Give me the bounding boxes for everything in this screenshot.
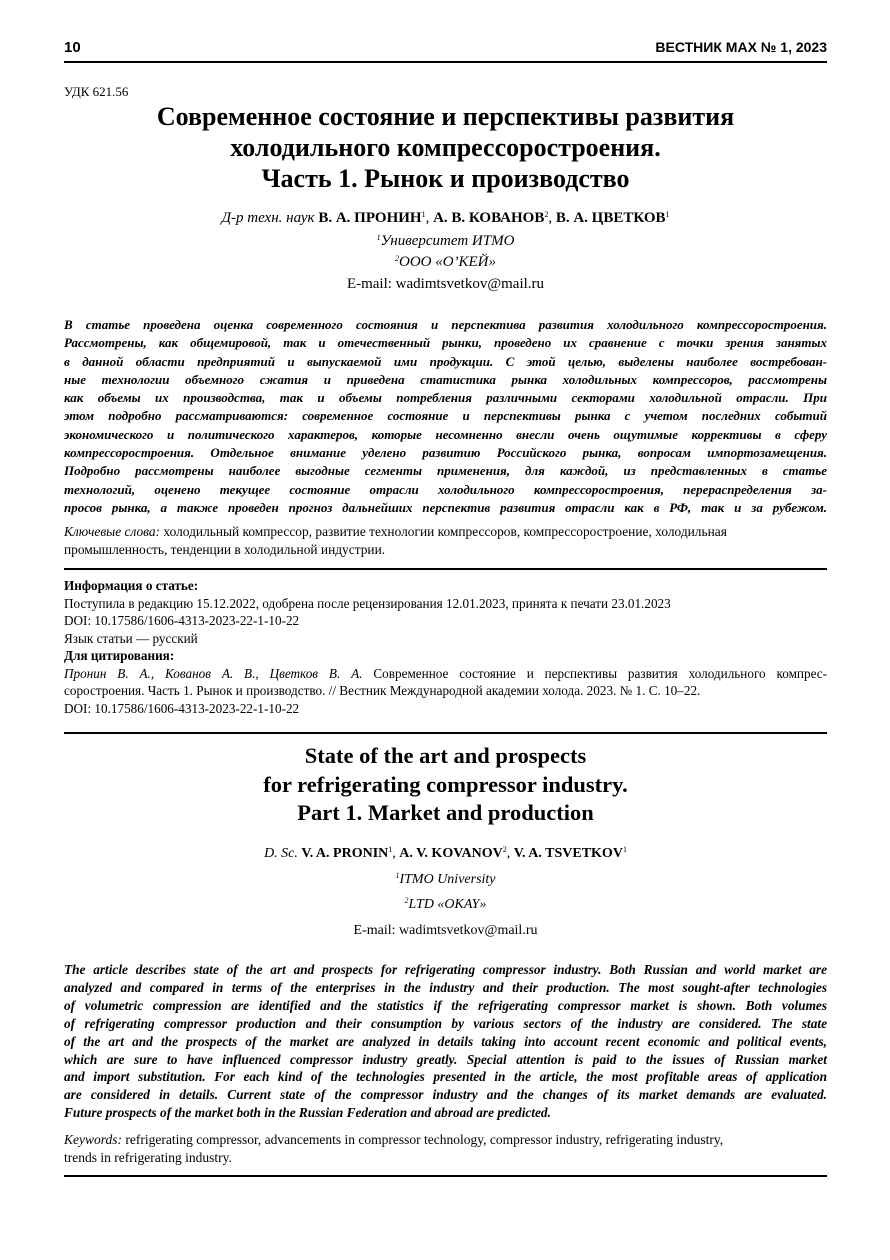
en-keywords (64, 1131, 827, 1167)
header-rule (64, 61, 827, 63)
citation-line-2: соростроения. Часть 1. Рынок и производство. // Вестник Международной академии холода. 2023. № 1. С. 10–22. (64, 683, 701, 698)
ru-abstract-line: экономического и политического характеров, которые несомненно внесли очень ощутимые коррективы в сферу (64, 426, 827, 442)
ru-author-1-sup: 1 (421, 210, 426, 219)
info-received: Поступила в редакцию 15.12.2022, одобрена после рецензирования 12.01.2023, принята к печати 23.01.2023 (64, 595, 671, 611)
en-abstract (64, 961, 827, 1122)
ru-affil-2-text: ООО «О’КЕЙ» (398, 254, 497, 270)
ru-abstract-line: В статье проведена оценка современного состояния и перспектива развития холодильного компрессоростроения. (64, 317, 827, 332)
ru-email: E-mail: wadimtsvetkov@mail.ru (346, 276, 545, 292)
ru-title-line-1: Современное состояние и перспективы развития (156, 102, 735, 131)
citation-line-1 (64, 665, 827, 683)
citation-rest: Современное состояние и перспективы развития холодильного компрес- (373, 665, 827, 681)
en-affiliation-1 (64, 872, 827, 888)
ru-author-2-sup: 2 (544, 210, 549, 219)
en-abstract-line: Future prospects of the market both in the Russian Federation and abroad are predicted. (64, 1105, 551, 1121)
ru-abstract-line: ные технологии объемного сжатия и приведена статистика рынка холодильных компрессоров, рассмотрены (64, 371, 827, 387)
ru-abstract-line: компрессоростроения. Отдельное внимание уделено развитию Российского рынка, вопросам импортозамещения. (64, 445, 827, 461)
en-abstract-line: which are sure to have influenced compressor industry greatly. Special attention is paid to the issues of Russian market (64, 1051, 827, 1067)
ru-abstract-line: Подробно рассмотрены наиболее выгодные сегменты применения, для каждой, из представленных в статье (64, 463, 827, 479)
citation-authors: Пронин В. А., Кованов А. В., Цветков В. А. (64, 665, 363, 681)
comma: , (548, 210, 553, 226)
ru-affiliation-2 (64, 254, 827, 271)
ru-author-3-sup: 1 (665, 210, 670, 219)
ru-affil-2-sup: 2 (394, 254, 399, 263)
en-affiliation-2 (64, 897, 827, 913)
ru-abstract-line: Рассмотрены, как общемировой, так и отечественный рынки, проведено их сравнение с точки зрения занятых (64, 335, 827, 351)
en-title-line-1: State of the art and prospects (304, 743, 587, 768)
udc-code: УДК 621.56 (64, 84, 129, 99)
en-author-2-sup: 2 (502, 845, 507, 854)
en-abstract-line: are considered in details. Current state of the compressor industry and the changes of its market demands are evaluated. (64, 1087, 827, 1103)
ru-keywords (64, 523, 827, 559)
comma: , (506, 846, 511, 861)
en-affil-1-text: ITMO University (399, 872, 496, 887)
ru-abstract-line: в данной области предприятий и выпускаемой ими продукции. С этой целью, выделены наиболее востребован- (64, 353, 827, 369)
info-heading: Информация о статье: (64, 578, 199, 593)
ru-authors (64, 210, 827, 227)
citation-doi: DOI: 10.17586/1606-4313-2023-22-1-10-22 (64, 700, 300, 716)
en-abstract-line: of volumetric compression are identified and the statistics if the refrigerating compressor market is shown. Both volumes (64, 997, 827, 1013)
en-email: E-mail: wadimtsvetkov@mail.ru (353, 923, 538, 938)
en-keywords-text-2: trends in refrigerating industry. (64, 1150, 232, 1165)
ru-keywords-text-1: холодильный компрессор, развитие технологии компрессоров, компрессоростроение, холодильная (163, 524, 727, 539)
en-authors (64, 846, 827, 862)
info-doi: DOI: 10.17586/1606-4313-2023-22-1-10-22 (64, 613, 300, 628)
en-keywords-text-1: refrigerating compressor, advancements in compressor technology, compressor industry, refrigerating industry, (125, 1132, 724, 1147)
article-info (64, 577, 827, 717)
ru-keywords-label: Ключевые слова: (64, 524, 161, 539)
en-abstract-line: analyzed and compared in terms of the enterprises in the industry and their production. The most sought-after technologies (64, 979, 827, 995)
en-title-line-3: Part 1. Market and production (297, 800, 594, 825)
ru-title-line-3: Часть 1. Рынок и производство (261, 164, 630, 193)
en-affil-2-text: LTD «OKAY» (408, 897, 487, 912)
journal-name: ВЕСТНИК МАХ № 1, 2023 (655, 39, 827, 55)
en-affil-1-sup: 1 (395, 871, 400, 880)
ru-title (64, 101, 827, 194)
ru-author-1: В. А. ПРОНИН (318, 210, 422, 226)
ru-abstract-line: просов рынка, а также проведен прогноз дальнейших перспектив развития отрасли как в РФ, так и за рубежом. (64, 499, 827, 515)
en-author-1: V. A. PRONIN (301, 846, 389, 861)
en-affil-2-sup: 2 (404, 896, 409, 905)
ru-title-line-2: холодильного компрессоростроения. (230, 133, 661, 162)
ru-abstract-line: технологий, оценено текущее состояние отрасли холодильного компрессоростроения, перераспределения за- (64, 481, 827, 497)
ru-affil-1-sup: 1 (376, 233, 381, 242)
ru-keywords-text-2: промышленность, тенденции в холодильной индустрии. (64, 542, 386, 557)
en-abstract-line: and import substitution. For each kind of the technologies presented in the article, the most profitable areas of application (64, 1069, 827, 1085)
en-author-2: A. V. KOVANOV (399, 846, 503, 861)
comma: , (392, 846, 396, 861)
bottom-rule (64, 1175, 827, 1177)
ru-affiliation-1 (64, 233, 827, 250)
ru-abstract-line: этом подробно рассматриваются: современное состояние и перспективы рынка с учетом последних событий (64, 408, 827, 424)
en-author-3-sup: 1 (622, 845, 627, 854)
ru-author-3: В. А. ЦВЕТКОВ (555, 210, 666, 226)
en-abstract-line: The article describes state of the art and prospects for refrigerating compressor industry. Both Russian and world market are (64, 962, 827, 977)
en-degree: D. Sc. (264, 846, 298, 861)
ru-abstract-line: как объемы их производства, так и объемы потребления различными секторами холодильной отрасли. При (64, 390, 827, 406)
citation-heading: Для цитирования: (64, 648, 175, 663)
ru-degree: Д-р техн. наук (221, 210, 315, 226)
section-rule (64, 732, 827, 734)
en-abstract-line: of the art and the prospects of the market are analyzed in details taking into account recent economic and political events, (64, 1033, 827, 1049)
ru-affil-1-text: Университет ИТМО (380, 233, 515, 249)
en-keywords-label: Keywords: (64, 1132, 122, 1147)
en-title (64, 742, 827, 828)
en-abstract-line: of refrigerating compressor production and their consumption by various sectors of the industry are considered. The state (64, 1015, 827, 1031)
en-author-1-sup: 1 (388, 845, 393, 854)
info-language: Язык статьи — русский (64, 630, 198, 646)
en-title-line-2: for refrigerating compressor industry. (263, 771, 628, 797)
page-number: 10 (64, 39, 81, 56)
ru-abstract (64, 316, 827, 517)
en-author-3: V. A. TSVETKOV (513, 846, 623, 861)
section-rule (64, 568, 827, 570)
ru-author-2: А. В. КОВАНОВ (433, 210, 545, 226)
running-header (64, 36, 827, 56)
comma: , (425, 210, 430, 226)
